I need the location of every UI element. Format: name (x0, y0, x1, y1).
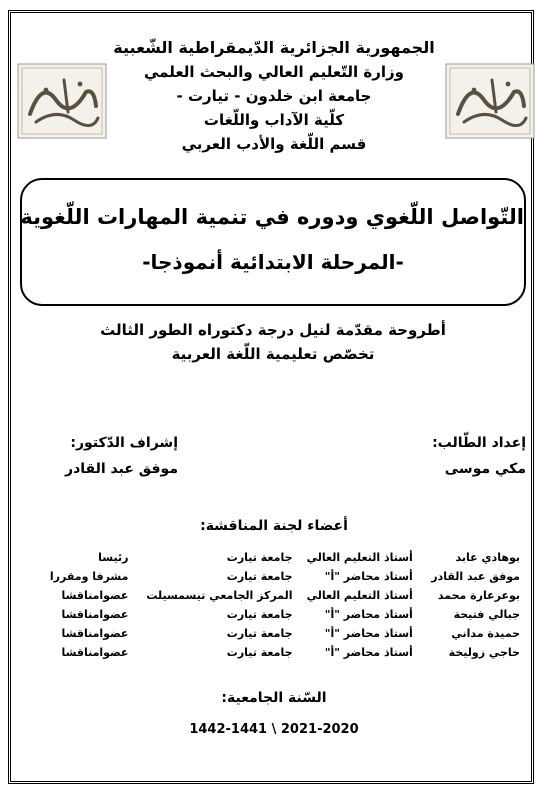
member-role: عضوامناقشا (61, 627, 129, 640)
member-role: عضوامناقشا (61, 589, 129, 602)
thesis-title-box (20, 178, 526, 306)
member-institution: المركز الجامعي تيسمسيلت (146, 589, 293, 602)
university-logo-right-icon (444, 62, 536, 140)
specialty-line: تخصّص تعليمية اللّغة العربية (171, 345, 375, 363)
member-role: عضوامناقشا (61, 608, 129, 621)
committee-table (30, 548, 520, 662)
member-role: رئيسا (98, 551, 129, 564)
thesis-title: التّواصل اللّغوي ودوره في تنمية المهارات اللّغوية (20, 205, 524, 229)
table-row (30, 643, 520, 662)
member-institution: جامعة تيارت (226, 551, 293, 564)
student-name: مكي موسى (444, 461, 526, 477)
thesis-subtitle: -المرحلة الابتدائية أنموذجا- (142, 250, 404, 274)
member-institution: جامعة تيارت (226, 646, 293, 659)
table-row (30, 605, 520, 624)
faculty-name: كلّية الآداب واللّغات (203, 111, 345, 129)
academic-year-label: السّنة الجامعية: (221, 690, 327, 706)
member-rank: أستاذ محاضر "أ" (324, 570, 413, 583)
department-name: قسم اللّغة والأدب العربي (181, 135, 367, 153)
table-row (30, 548, 520, 567)
prepared-by (432, 430, 526, 482)
table-row (30, 567, 520, 586)
supervisor-name: موفق عبد القادر (65, 461, 178, 477)
degree-line: أطروحة مقدّمة لنيل درجة دكتوراه الطور الثالث (100, 321, 446, 339)
academic-year-value: 1442-1441 \ 2021-2020 (189, 722, 359, 737)
university-logo-left-icon (16, 62, 108, 140)
member-rank: أستاذ محاضر "أ" (324, 627, 413, 640)
member-institution: جامعة تيارت (226, 570, 293, 583)
prepared-by-label: إعداد الطّالب: (432, 435, 526, 451)
supervisor-label: إشراف الدّكتور: (70, 435, 178, 451)
member-name: موفق عبد القادر (431, 570, 520, 583)
table-row (30, 624, 520, 643)
member-institution: جامعة تيارت (226, 627, 293, 640)
supervised-by (38, 430, 178, 482)
institution-header (110, 36, 438, 156)
member-rank: أستاذ التعليم العالي (306, 551, 413, 564)
member-name: حميدة مداني (451, 627, 520, 640)
member-name: بوهادي عابد (455, 551, 520, 564)
member-rank: أستاذ محاضر "أ" (324, 608, 413, 621)
table-row (30, 586, 520, 605)
member-name: بوعرعارة محمد (437, 589, 520, 602)
member-name: حاجي زوليخة (448, 646, 520, 659)
republic-name: الجمهورية الجزائرية الدّيمقراطية الشّعبية (113, 38, 435, 57)
ministry-name: وزارة التّعليم العالي والبحث العلمي (143, 63, 405, 81)
degree-description (20, 318, 526, 366)
member-name: جبالي فتيحة (453, 608, 520, 621)
member-role: مشرفا ومقررا (49, 570, 129, 583)
committee-title: أعضاء لجنة المناقشة: (200, 518, 348, 534)
member-rank: أستاذ محاضر "أ" (324, 646, 413, 659)
member-role: عضوامناقشا (61, 646, 129, 659)
university-name: جامعة ابن خلدون - تيارت - (176, 87, 372, 105)
member-institution: جامعة تيارت (226, 608, 293, 621)
member-rank: أستاذ التعليم العالي (306, 589, 413, 602)
